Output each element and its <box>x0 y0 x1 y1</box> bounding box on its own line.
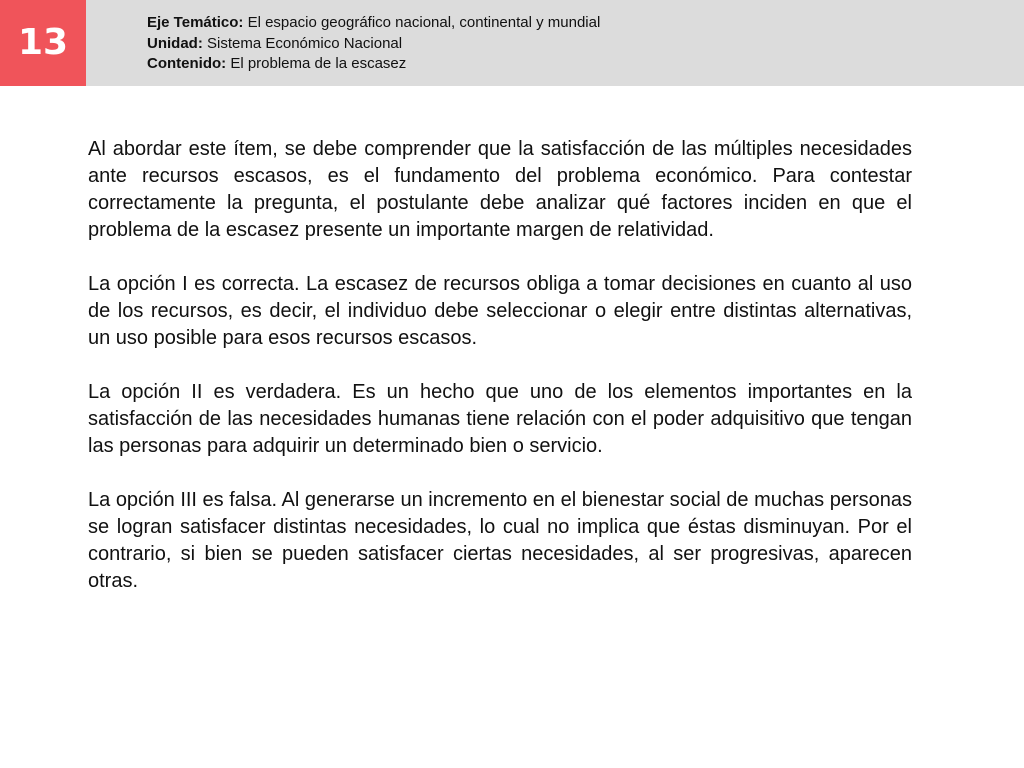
paragraph-opcion-iii: La opción III es falsa. Al generarse un incremento en el bienestar social de muchas personas se logran satisfacer distintas necesidades, lo cual no implica que éstas disminuyan. Por el contrario, si bien se pueden satisfacer ciertas necesidades, al ser progresivas, aparecen otras. <box>88 489 912 592</box>
unidad-line <box>147 34 600 55</box>
eje-tematico-value: El espacio geográfico nacional, continental y mundial <box>243 14 601 31</box>
contenido-value: El problema de la escasez <box>226 55 407 72</box>
eje-tematico-label: Eje Temático: <box>147 14 244 31</box>
main-content <box>88 136 912 622</box>
eje-tematico-line <box>147 13 600 34</box>
header-bar <box>0 0 1024 86</box>
paragraph-intro: Al abordar este ítem, se debe comprender que la satisfacción de las múltiples necesidades ante recursos escasos, es el fundamento del problema económico. Para contestar correctamente la pregunta, el postulante debe analizar qué factores inciden en que el problema de la escasez presente un importante margen de relatividad. <box>88 138 912 241</box>
header-info <box>147 13 600 75</box>
contenido-label: Contenido: <box>147 55 227 72</box>
slide-number-badge: 13 <box>0 0 86 86</box>
unidad-label: Unidad: <box>147 34 203 52</box>
paragraph-opcion-i: La opción I es correcta. La escasez de recursos obliga a tomar decisiones en cuanto al uso de los recursos, es decir, el individuo debe seleccionar o elegir entre distintas alternativas, un uso posible para esos recursos escasos. <box>88 273 912 349</box>
unidad-value: Sistema Económico Nacional <box>202 34 403 52</box>
contenido-line <box>147 54 600 75</box>
paragraph-opcion-ii: La opción II es verdadera. Es un hecho que uno de los elementos importantes en la satisfacción de las necesidades humanas tiene relación con el poder adquisitivo que tengan las personas para adquirir un determinado bien o servicio. <box>88 381 912 457</box>
